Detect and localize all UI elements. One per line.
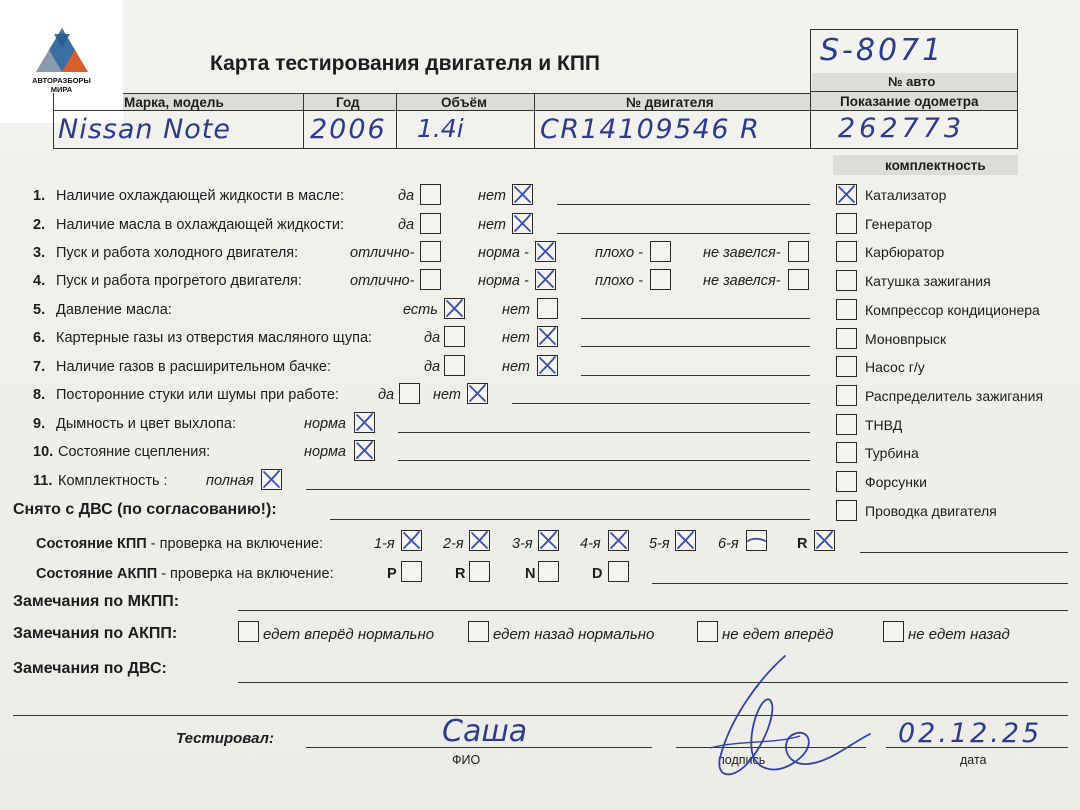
- logo-text: АВТОРАЗБОРЫ МИРА: [32, 76, 91, 94]
- kpp-gear-checkbox[interactable]: [675, 530, 696, 551]
- question-label: Наличие охлаждающей жидкости в масле:: [56, 188, 344, 204]
- signature-label: подпись: [718, 753, 766, 767]
- completeness-label: Генератор: [865, 215, 933, 232]
- option-da-label: да: [398, 188, 415, 204]
- option-da-checkbox[interactable]: [444, 326, 465, 347]
- akpp-remark-checkbox[interactable]: [468, 621, 489, 642]
- question-number: 11.: [33, 473, 53, 489]
- vehicle-volume: 1.4i: [417, 114, 464, 143]
- option-polnaya-label: полная: [206, 473, 254, 489]
- option-net-label: нет: [478, 188, 506, 204]
- akpp-remark-label: не едет вперёд: [722, 626, 834, 643]
- akpp-remark-label: едет вперёд нормально: [263, 626, 435, 643]
- option-ploho-label: плохо -: [595, 245, 643, 261]
- option-net-checkbox[interactable]: [537, 355, 558, 376]
- akpp-gear-label: D: [592, 566, 603, 582]
- option-ploho-checkbox[interactable]: [650, 269, 671, 290]
- completeness-checkbox[interactable]: [836, 213, 857, 234]
- option-norma-checkbox[interactable]: [535, 269, 556, 290]
- akpp-remark-checkbox[interactable]: [883, 621, 904, 642]
- kpp-gear-checkbox[interactable]: [814, 530, 835, 551]
- option-ne-zavelsya-checkbox[interactable]: [788, 241, 809, 262]
- odometer-label: Показание одометра: [840, 94, 979, 109]
- akpp-gear-checkbox[interactable]: [538, 561, 559, 582]
- question-label: Комплектность :: [58, 473, 168, 489]
- option-ne-zavelsya-label: не завелся-: [703, 245, 781, 261]
- question-label: Дымность и цвет выхлопа:: [56, 416, 236, 432]
- test-date: 02.12.25: [898, 718, 1043, 749]
- question-label: Посторонние стуки или шумы при работе:: [56, 387, 340, 403]
- remarks-mkpp-label: Замечания по МКПП:: [13, 593, 180, 610]
- question-number: 3.: [33, 245, 46, 261]
- completeness-label: Проводка двигателя: [865, 502, 997, 519]
- option-norma-checkbox[interactable]: [354, 440, 375, 461]
- option-polnaya-checkbox[interactable]: [261, 469, 282, 490]
- completeness-label: Моновпрыск: [865, 330, 947, 347]
- question-label: Картерные газы из отверстия масляного щупа:: [56, 330, 373, 346]
- question-label: Состояние сцепления:: [58, 444, 211, 460]
- vehicle-engine-no: CR14109546 R: [540, 114, 761, 145]
- option-ne-zavelsya-label: не завелся-: [703, 273, 781, 289]
- akpp-label: Состояние АКПП - проверка на включение:: [36, 566, 334, 582]
- kpp-label: Состояние КПП - проверка на включение:: [36, 536, 324, 552]
- option-net-checkbox[interactable]: [512, 213, 533, 234]
- kpp-gear-label: R: [797, 536, 808, 552]
- logo-mark-icon: [34, 26, 90, 76]
- question-label: Пуск и работа холодного двигателя:: [56, 245, 299, 261]
- option-est-checkbox[interactable]: [444, 298, 465, 319]
- kpp-gear-label: 1-я: [374, 536, 395, 552]
- question-number: 4.: [33, 273, 46, 289]
- akpp-gear-checkbox[interactable]: [401, 561, 422, 582]
- completeness-label: Компрессор кондиционера: [865, 301, 1040, 318]
- question-label: Наличие газов в расширительном бачке:: [56, 359, 332, 375]
- page-title: Карта тестирования двигателя и КПП: [210, 52, 601, 75]
- kpp-gear-checkbox[interactable]: [608, 530, 629, 551]
- remarks-akpp-label: Замечания по АКПП:: [13, 625, 178, 642]
- option-norma-checkbox[interactable]: [354, 412, 375, 433]
- kpp-gear-label: 2-я: [443, 536, 464, 552]
- question-number: 10.: [33, 444, 54, 460]
- kpp-gear-checkbox[interactable]: [469, 530, 490, 551]
- option-ploho-label: плохо -: [595, 273, 643, 289]
- kpp-gear-checkbox[interactable]: [401, 530, 422, 551]
- akpp-gear-checkbox[interactable]: [608, 561, 629, 582]
- question-number: 2.: [33, 217, 46, 233]
- option-da-label: да: [378, 387, 395, 403]
- option-net-label: нет: [502, 330, 530, 346]
- option-da-checkbox[interactable]: [399, 383, 420, 404]
- akpp-remark-checkbox[interactable]: [238, 621, 259, 642]
- completeness-label: ТНВД: [865, 416, 903, 433]
- option-net-checkbox[interactable]: [537, 298, 558, 319]
- option-est-label: есть: [403, 302, 438, 318]
- option-otlichno-label: отлично-: [350, 245, 415, 261]
- option-da-checkbox[interactable]: [444, 355, 465, 376]
- option-net-label: нет: [502, 359, 530, 375]
- completeness-checkbox[interactable]: [836, 241, 857, 262]
- option-norma-checkbox[interactable]: [535, 241, 556, 262]
- header-year: Год: [336, 95, 360, 110]
- completeness-label: Катализатор: [865, 187, 947, 203]
- option-otlichno-checkbox[interactable]: [420, 269, 441, 290]
- option-otlichno-label: отлично-: [350, 273, 415, 289]
- option-da-label: да: [424, 330, 441, 346]
- question-number: 1.: [33, 188, 46, 204]
- kpp-gear-label: 4-я: [580, 536, 601, 552]
- kpp-gear-checkbox[interactable]: [746, 530, 767, 551]
- vehicle-year: 2006: [310, 114, 387, 145]
- completeness-checkbox[interactable]: [836, 184, 857, 205]
- header-brand-model: Марка, модель: [124, 95, 224, 110]
- question-label: Наличие масла в охлаждающей жидкости:: [56, 217, 344, 233]
- option-net-checkbox[interactable]: [537, 326, 558, 347]
- completeness-checkbox[interactable]: [836, 328, 857, 349]
- tested-by-label: Тестировал:: [176, 730, 274, 747]
- option-da-label: да: [398, 217, 415, 233]
- vehicle-brand-model: Nissan Note: [58, 114, 231, 145]
- kpp-gear-label: 5-я: [649, 536, 670, 552]
- completeness-checkbox[interactable]: [836, 270, 857, 291]
- kpp-gear-label: 3-я: [512, 536, 533, 552]
- option-net-label: нет: [502, 302, 530, 318]
- akpp-remark-checkbox[interactable]: [697, 621, 718, 642]
- option-norma-label: норма: [304, 416, 346, 432]
- option-ne-zavelsya-checkbox[interactable]: [788, 269, 809, 290]
- auto-number-value: S-8071: [820, 33, 945, 68]
- signature-scribble: [690, 648, 880, 788]
- header-volume: Объём: [441, 95, 487, 110]
- option-net-label: нет: [433, 387, 461, 403]
- question-label: Давление масла:: [56, 302, 172, 318]
- option-da-checkbox[interactable]: [420, 213, 441, 234]
- completeness-checkbox[interactable]: [836, 414, 857, 435]
- completeness-label: Турбина: [865, 445, 919, 462]
- option-da-checkbox[interactable]: [420, 184, 441, 205]
- odometer-value: 262773: [838, 113, 966, 144]
- completeness-label: Форсунки: [865, 474, 927, 490]
- completeness-title: комплектность: [885, 158, 986, 173]
- tested-by-name: Саша: [442, 714, 528, 749]
- option-norma-label: норма -: [478, 245, 529, 261]
- kpp-gear-label: 6-я: [718, 536, 739, 552]
- completeness-checkbox[interactable]: [836, 385, 857, 406]
- question-number: 6.: [33, 330, 46, 346]
- option-net-label: нет: [478, 217, 506, 233]
- completeness-label: Распределитель зажигания: [865, 387, 1044, 404]
- question-number: 7.: [33, 359, 46, 375]
- option-otlichno-checkbox[interactable]: [420, 241, 441, 262]
- akpp-gear-label: P: [387, 566, 397, 582]
- completeness-checkbox[interactable]: [836, 471, 857, 492]
- completeness-checkbox[interactable]: [836, 356, 857, 377]
- completeness-checkbox[interactable]: [836, 500, 857, 521]
- akpp-gear-checkbox[interactable]: [469, 561, 490, 582]
- option-norma-label: норма: [304, 444, 346, 460]
- option-net-checkbox[interactable]: [467, 383, 488, 404]
- question-number: 9.: [33, 416, 46, 432]
- option-ploho-checkbox[interactable]: [650, 241, 671, 262]
- akpp-remark-label: не едет назад: [908, 626, 1010, 643]
- question-number: 8.: [33, 387, 46, 403]
- akpp-remark-label: едет назад нормально: [493, 626, 655, 643]
- option-da-label: да: [424, 359, 441, 375]
- completeness-label: Насос г/у: [865, 359, 925, 376]
- auto-number-label: № авто: [888, 74, 936, 89]
- completeness-checkbox[interactable]: [836, 299, 857, 320]
- date-label: дата: [960, 753, 987, 767]
- question-label: Пуск и работа прогретого двигателя:: [56, 273, 302, 289]
- akpp-gear-label: R: [455, 566, 466, 582]
- option-net-checkbox[interactable]: [512, 184, 533, 205]
- akpp-gear-label: N: [525, 566, 536, 582]
- header-engine-no: № двигателя: [626, 95, 714, 110]
- question-number: 5.: [33, 302, 46, 318]
- option-norma-label: норма -: [478, 273, 529, 289]
- completeness-checkbox[interactable]: [836, 442, 857, 463]
- completeness-label: Катушка зажигания: [865, 273, 991, 290]
- kpp-gear-checkbox[interactable]: [538, 530, 559, 551]
- fio-label: ФИО: [452, 753, 481, 767]
- remarks-dvs-label: Замечания по ДВС:: [13, 660, 167, 677]
- completeness-label: Карбюратор: [865, 244, 945, 261]
- removed-label: Снято с ДВС (по согласованию!):: [13, 501, 277, 518]
